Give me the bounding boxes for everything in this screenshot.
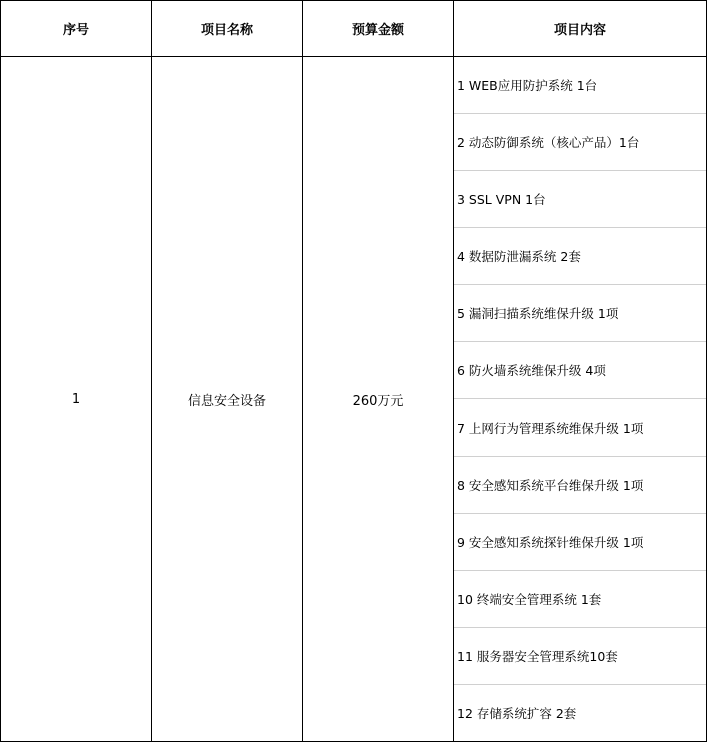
header-project-name[interactable]: 项目名称 bbox=[152, 1, 303, 57]
content-item[interactable]: 8 安全感知系统平台维保升级 1项 bbox=[454, 457, 706, 514]
cell-seq[interactable]: 1 bbox=[1, 57, 152, 742]
table-row bbox=[1, 57, 707, 742]
header-seq[interactable]: 序号 bbox=[1, 1, 152, 57]
content-item[interactable]: 12 存储系统扩容 2套 bbox=[457, 705, 577, 721]
content-item[interactable]: 7 上网行为管理系统维保升级 1项 bbox=[454, 399, 706, 456]
cell-project-content bbox=[454, 57, 707, 742]
content-item[interactable]: 10 终端安全管理系统 1套 bbox=[454, 571, 706, 628]
header-project-content[interactable]: 项目内容 bbox=[454, 1, 707, 57]
content-item[interactable]: 1 WEB应用防护系统 1台 bbox=[454, 57, 706, 114]
content-item[interactable]: 5 漏洞扫描系统维保升级 1项 bbox=[454, 285, 706, 342]
header-row bbox=[1, 1, 707, 57]
cell-budget[interactable]: 260万元 bbox=[303, 57, 454, 742]
content-item[interactable]: 3 SSL VPN 1台 bbox=[454, 171, 706, 228]
content-item[interactable]: 6 防火墙系统维保升级 4项 bbox=[454, 342, 706, 399]
content-item[interactable]: 11 服务器安全管理系统10套 bbox=[454, 628, 706, 685]
content-item[interactable]: 2 动态防御系统（核心产品）1台 bbox=[454, 114, 706, 171]
content-list bbox=[454, 57, 706, 741]
cell-project-name[interactable]: 信息安全设备 bbox=[152, 57, 303, 742]
header-budget[interactable]: 预算金额 bbox=[303, 1, 454, 57]
content-item[interactable]: 9 安全感知系统探针维保升级 1项 bbox=[454, 514, 706, 571]
content-item[interactable]: 4 数据防泄漏系统 2套 bbox=[454, 228, 706, 285]
